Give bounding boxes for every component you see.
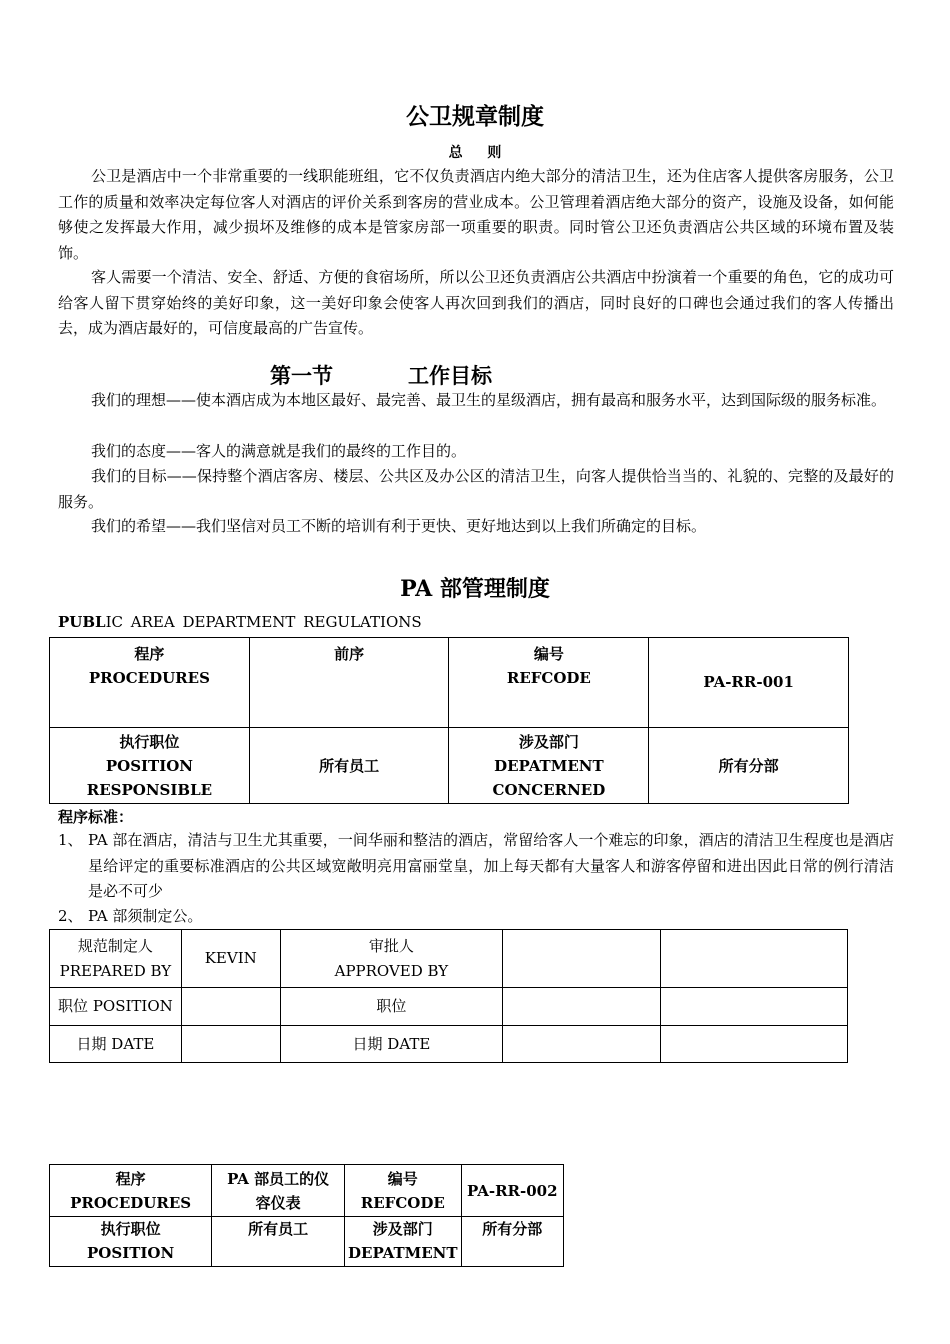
section-1-number: 第一节: [270, 363, 333, 388]
goal-hope: 我们的希望——我们坚信对员工不断的培训有利于更快、更好地达到以上我们所确定的目标。: [91, 517, 707, 535]
procedure-table-2: [49, 1164, 564, 1267]
standard-item-2-number: 2、: [58, 907, 83, 925]
position-cn: 执行职位: [119, 732, 180, 751]
standard-item-2: [58, 904, 894, 930]
approved-by-value: [503, 930, 660, 988]
approval-table: [49, 929, 848, 1063]
refcode-header: [449, 638, 649, 728]
refcode-en: REFCODE: [506, 669, 591, 687]
procedures-en: PROCEDURES: [88, 669, 210, 687]
pa-subtitle-rest: IC AREA DEPARTMENT REGULATIONS: [105, 613, 422, 631]
t3-dept-en: DEPATMENT: [348, 1244, 458, 1262]
position-en: POSITION: [105, 756, 193, 775]
procedures-cn: 程序: [134, 645, 165, 663]
date-label-left: 日期 DATE: [50, 1026, 182, 1063]
t3-procedures-header: [50, 1165, 212, 1217]
position-value-right: [660, 988, 847, 1026]
t3-position-en: POSITION: [87, 1244, 175, 1262]
standard-item-1-text: PA 部在酒店，清洁与卫生尤其重要，一间华丽和整洁的酒店，常留给客人一个难忘的印象，酒店的清洁卫生程度也是酒店星给评定的重要标准酒店的公共区域宽敞明亮用富丽堂皇，加上每天都有大量客人和游客停留和进出因此日常的例行清洁是必不可少: [88, 831, 894, 900]
goal-target: 我们的目标——保持整个酒店客房、楼层、公共区及办公区的清洁卫生，向客人提供恰当当的、礼貌的、完整的及最好的服务。: [58, 467, 894, 511]
t3-position-cn: 执行职位: [100, 1220, 161, 1238]
t3-refcode-cn: 编号: [387, 1169, 418, 1188]
standard-item-1: [58, 828, 894, 906]
t3-refcode-header: [345, 1165, 462, 1217]
prepared-by-label: [50, 930, 182, 988]
t3-refcode-value: PA-RR-002: [461, 1165, 563, 1217]
intro-paragraph-1: 公卫是酒店中一个非常重要的一线职能班组，它不仅负责酒店内绝大部分的清洁卫生，还为住店客人提供客房服务，公卫工作的质量和效率决定每位客人对酒店的评价关系到客房的营业成本。公卫管理着酒店绝大部分的资产，设施及设备，如何能够使之发挥最大作用，减少损坏及维修的成本是管家房部一项重要的职责。同时管公卫还负责酒店公共区域的环境布置及装饰。: [58, 167, 894, 262]
procedure-table-1: [49, 637, 849, 804]
refcode-cn: 编号: [533, 645, 564, 663]
position-header: [50, 728, 250, 804]
position-value-mid: [503, 988, 660, 1026]
t3-topic-line-2: 容仪表: [255, 1193, 301, 1212]
prepared-by-en: PREPARED BY: [59, 961, 172, 980]
approved-by-cn: 审批人: [368, 936, 414, 955]
t3-refcode-en: REFCODE: [360, 1193, 445, 1212]
standard-item-1-number: 1、: [58, 831, 83, 849]
t3-position-value: 所有员工: [212, 1217, 345, 1267]
t3-topic: [212, 1165, 345, 1217]
date-value-left: [181, 1026, 280, 1063]
pa-title: PA 部管理制度: [400, 576, 550, 602]
prepared-by-cn: 规范制定人: [77, 936, 153, 955]
date-label-mid: 日期 DATE: [280, 1026, 503, 1063]
standards-label: 程序标准：: [58, 808, 134, 826]
t3-procedures-cn: 程序: [115, 1169, 146, 1188]
position-value: 所有员工: [249, 728, 449, 804]
position-label-mid: 职位: [280, 988, 503, 1026]
dept-header: [449, 728, 649, 804]
standard-item-2-text: PA 部须制定公。: [88, 907, 203, 925]
section-1-name: 工作目标: [408, 363, 492, 388]
pa-subtitle: [58, 613, 422, 631]
t3-topic-line-1: PA 部员工的仪: [227, 1169, 330, 1188]
t3-position-header: [50, 1217, 212, 1267]
t3-dept-header: [345, 1217, 462, 1267]
preface-cell: 前序: [249, 638, 449, 728]
responsible-en: RESPONSIBLE: [86, 780, 213, 799]
approved-by-label: [280, 930, 503, 988]
approved-by-extra: [660, 930, 847, 988]
approved-by-en: APPROVED BY: [334, 961, 449, 980]
position-value-left: [181, 988, 280, 1026]
general-provisions-heading: 总 则: [448, 145, 512, 161]
concerned-en: CONCERNED: [492, 780, 606, 799]
refcode-value: PA-RR-001: [649, 638, 849, 728]
dept-en: DEPATMENT: [494, 756, 604, 775]
t3-dept-value: 所有分部: [461, 1217, 563, 1267]
goal-attitude: 我们的态度——客人的满意就是我们的最终的工作目的。: [91, 442, 467, 460]
intro-paragraph-2: 客人需要一个清洁、安全、舒适、方便的食宿场所，所以公卫还负责酒店公共酒店中扮演着一个重要的角色，它的成功可给客人留下贯穿始终的美好印象，这一美好印象会使客人再次回到我们的酒店，同时良好的口碑也会通过我们的客人传播出去，成为酒店最好的，可信度最高的广告宣传。: [58, 268, 894, 337]
position-label-left: 职位 POSITION: [50, 988, 182, 1026]
goal-ideal: 我们的理想——使本酒店成为本地区最好、最完善、最卫生的星级酒店，拥有最高和服务水平，达到国际级的服务标准。: [91, 391, 887, 409]
procedures-header: [50, 638, 250, 728]
date-value-mid: [503, 1026, 660, 1063]
t3-dept-cn: 涉及部门: [372, 1220, 433, 1238]
dept-cn: 涉及部门: [518, 732, 579, 751]
prepared-by-value: KEVIN: [181, 930, 280, 988]
page-title: 公卫规章制度: [406, 103, 544, 130]
pa-subtitle-bold: PUBL: [58, 613, 106, 631]
dept-value: 所有分部: [649, 728, 849, 804]
date-value-right: [660, 1026, 847, 1063]
t3-procedures-en: PROCEDURES: [70, 1193, 192, 1212]
